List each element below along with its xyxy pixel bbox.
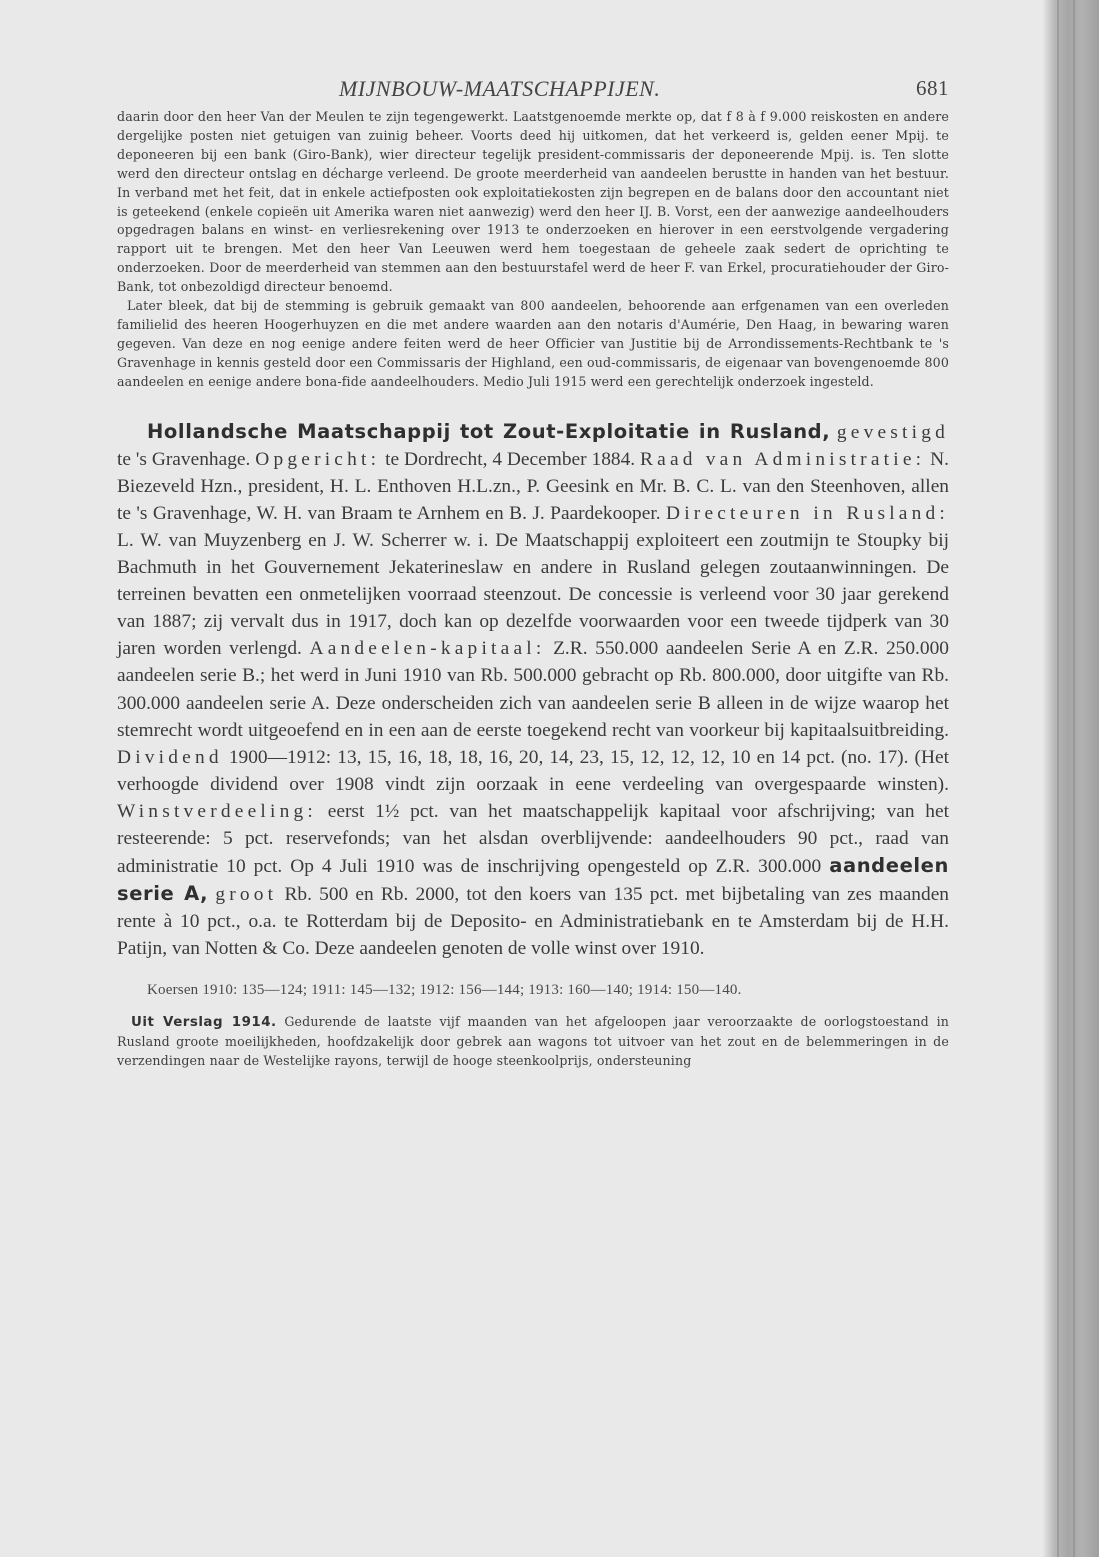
running-header xyxy=(117,72,949,108)
board-value: N. Biezeveld Hzn., president, H. L. Enthoven H.L.zn., P. Geesink en Mr. B. C. L. van den Steenhoven, allen te 's Gravenhage, W. H. van Braam te Arnhem en B. J. Paardekooper. xyxy=(117,448,949,524)
paragraph: Later bleek, dat bij de stemming is gebruik gemaakt van 800 aandeelen, behoorende aan erfgenamen van een overleden familielid des heeren Hoogerhuyzen en die met andere waarden aan den notaris d'Aumérie, Den Haag, in bewaring waren gegeven. Van deze en nog eenige andere feiten werd de heer Officier van Justitie bij de Arrondissements-Rechtbank te 's Gravenhage in kennis gesteld door een Commissaris der Highland, een oud-commissaris, de eigenaar van bovengenoemde 800 aandeelen en eenige andere bona-fide aandeelhouders. Medio Juli 1915 werd een gerechtelijk onderzoek ingesteld. xyxy=(117,298,949,389)
company-entry-text xyxy=(117,418,949,963)
seat-label: gevestigd xyxy=(836,421,949,443)
price-history: Koersen 1910: 135—124; 1911: 145—132; 1912: 156—144; 1913: 160—140; 1914: 150—140. xyxy=(147,982,742,999)
issue-bold: aandeelen serie A, xyxy=(117,854,949,906)
profit-distribution-label: Winstverdeeling: xyxy=(117,800,317,822)
company-entry xyxy=(117,418,949,963)
page-number: 681 xyxy=(916,76,949,100)
founded-label: Opgericht: xyxy=(255,448,381,470)
dividend-label: Dividend xyxy=(117,746,223,768)
issue-value: Rb. 500 en Rb. 2000, tot den koers van 135 pct. met bijbetaling van zes maanden rente à 10 pct., o.a. te Rotterdam bij de Deposito- en Administratiebank en te Amsterdam bij de H.H. Patijn, van Notten & Co. Deze aandeelen genoten de volle winst over 1910. xyxy=(117,884,949,960)
report-lead: Uit Verslag 1914. xyxy=(131,1015,277,1031)
running-title: MIJNBOUW-MAATSCHAPPIJEN. xyxy=(339,76,661,101)
directors-label: Directeuren in Rusland: xyxy=(666,502,949,524)
board-label: Raad van Administratie: xyxy=(640,448,926,470)
book-gutter-shadow xyxy=(1043,0,1099,1557)
continued-section xyxy=(117,108,949,392)
dividend-value: 1900—1912: 13, 15, 16, 18, 18, 16, 20, 14, 23, 15, 12, 12, 12, 10 en 14 pct. (no. 17). (Het verhoogde dividend over 1908 vindt zijn oorzaak in eene verdeeling van overgespaarde winsten). xyxy=(117,746,949,795)
capital-label: Aandeelen-kapitaal: xyxy=(309,638,546,660)
founded-value: te Dordrecht, 4 December 1884. xyxy=(385,448,636,470)
directors-value: L. W. van Muyzenberg en J. W. Scherrer w. i. De Maatschappij exploiteert een zoutmijn te Stoupky bij Bachmuth in het Gouvernement Jekaterineslaw en andere in Rusland gelegen zoutaanwinningen. De terreinen bevatten een onmetelijken voorraad steenzout. De concessie is verleend voor 30 jaar gerekend van 1887; zij vervalt dus in 1917, doch kan op dezelfde voorwaarden voor een tweede tijdperk van 30 jaren worden verlengd. xyxy=(117,529,949,660)
gutter-line xyxy=(1057,0,1059,1557)
annual-report-excerpt xyxy=(117,1013,949,1071)
profit-distribution-value: eerst 1½ pct. van het maatschappelijk kapitaal voor afschrijving; van het resteerende: 5 pct. reservefonds; van het alsdan overblijvende: aandeelhouders 90 pct., raad van administratie 10 pct. Op 4 Juli 1910 was de inschrijving opengesteld op Z.R. 300.000 xyxy=(117,800,949,878)
issue-label: groot xyxy=(215,884,278,906)
report-body: Gedurende de laatste vijf maanden van het afgeloopen jaar veroorzaakte de oorlogstoestand in Rusland groote moeilijkheden, hoofdzakelijk door gebrek aan wagons tot uitvoer van het zout en de belemmeringen in de verzendingen naar de Westelijke rayons, terwijl de hooge steenkoolprijs, ondersteuning xyxy=(117,1014,950,1069)
seat-value: te 's Gravenhage. xyxy=(117,448,251,470)
company-name: Hollandsche Maatschappij tot Zout-Exploitatie in Rusland, xyxy=(147,419,831,443)
report-text xyxy=(117,1013,949,1071)
gutter-line xyxy=(1073,0,1075,1557)
document-page xyxy=(117,72,949,1071)
paragraph: daarin door den heer Van der Meulen te zijn tegengewerkt. Laatstgenoemde merkte op, dat f 8 à f 9.000 reiskosten en andere dergelijke posten niet getuigen van zuinig beheer. Voorts deed hij uitkomen, dat het verkeerd is, gelden eener Mpij. te deponeeren bij een bank (Giro-Bank), wier directeur tegelijk president-commissaris der deponeerende Mpij. is. Ten slotte werd den directeur ontslag en décharge verleend. De groote meerderheid van aandeelen berustte in handen van het bestuur. In verband met het feit, dat in enkele actiefposten ook exploitatiekosten zijn begrepen en de balans door den accountant niet is geteekend (enkele copieën uit Amerika waren niet aanwezig) werd den heer IJ. B. Vorst, een der aanwezige aandeelhouders opgedragen balans en winst- en verliesrekening over 1913 te onderzoeken en hierover in een eerstvolgende vergadering rapport uit te brengen. Met den heer Van Leeuwen werd hem toegestaan de geheele zaak sedert de oprichting te onderzoeken. Door de meerderheid van stemmen aan den bestuurstafel werd de heer F. van Erkel, procuratiehouder der Giro-Bank, tot onbezoldigd directeur benoemd. xyxy=(117,109,949,295)
capital-value: Z.R. 550.000 aandeelen Serie A en Z.R. 250.000 aandeelen serie B.; het werd in Juni 1910 van Rb. 500.000 gebracht op Rb. 800.000, door uitgifte van Rb. 300.000 aandeelen serie A. Deze onderscheiden zich van aandeelen serie B alleen in de wijze waarop het stemrecht wordt uitgeoefend en in een aan de eerste toegekend recht van voorkeur bij kapitaalsuitbreiding. xyxy=(117,638,949,741)
